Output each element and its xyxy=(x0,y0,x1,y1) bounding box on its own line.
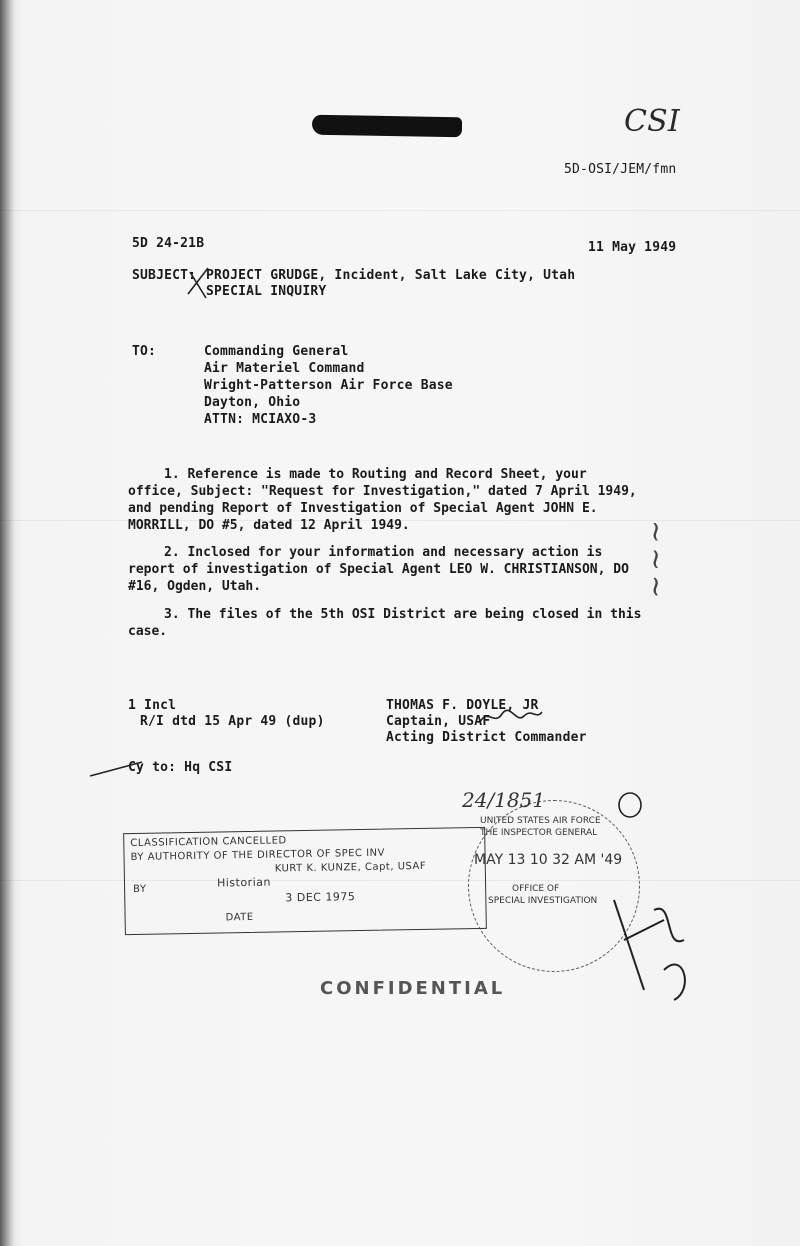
handwritten-check-icon xyxy=(86,758,146,780)
subject-line-1: PROJECT GRUDGE, Incident, Salt Lake City, Utah xyxy=(206,268,576,283)
received-stamp-line-1: UNITED STATES AIR FORCE xyxy=(480,816,601,826)
addressee-line: Dayton, Ohio xyxy=(204,395,301,410)
signer-rank: Captain, USAF xyxy=(386,714,491,729)
paragraph-number: 3. xyxy=(164,607,180,622)
received-stamp-number: 24/1851 xyxy=(462,788,546,812)
addressee-line: Air Materiel Command xyxy=(204,361,365,376)
paragraph-text: Reference is made to Routing and Record Sheet, your office, Subject: "Request for Investigation," dated 7 April 1949, and pending Report of Investigation of Special Agent JOHN E. MORRILL, DO #5, dated 12 April 1949. xyxy=(128,467,637,533)
confidential-stamp: CONFIDENTIAL xyxy=(320,978,506,999)
paragraph-number: 1. xyxy=(164,467,180,482)
subject-line-2: SPECIAL INQUIRY xyxy=(206,284,327,299)
file-reference: 5D-OSI/JEM/fmn xyxy=(564,162,677,177)
enclosure-count: 1 Incl xyxy=(128,698,177,713)
declassification-stamp xyxy=(123,827,487,935)
addressee-line: ATTN: MCIAXO-3 xyxy=(204,412,317,427)
document-date: 11 May 1949 xyxy=(588,240,677,255)
handwritten-mark-icon xyxy=(186,264,212,300)
stamp-by-label: BY xyxy=(133,883,147,896)
redacted-classification xyxy=(312,115,462,138)
paragraph-text: The files of the 5th OSI District are being closed in this case. xyxy=(128,607,642,639)
stamp-line-2: BY AUTHORITY OF THE DIRECTOR OF SPEC INV xyxy=(130,847,386,864)
paragraph-text: Inclosed for your information and necessary action is report of investigation of Special Agent LEO W. CHRISTIANSON, DO #16, Ogden, Utah. xyxy=(128,545,629,594)
received-stamp-line-3: OFFICE OF xyxy=(512,884,560,894)
stamp-date-value: 3 DEC 1975 xyxy=(285,890,356,905)
paragraph-1 xyxy=(128,466,648,534)
handwritten-initials-icon xyxy=(604,880,704,1010)
circled-mark-icon xyxy=(616,790,644,820)
addressee-line: Wright-Patterson Air Force Base xyxy=(204,378,453,393)
paragraph-number: 2. xyxy=(164,545,180,560)
paragraph-2 xyxy=(128,544,648,595)
received-stamp-datetime: MAY 13 10 32 AM '49 xyxy=(474,852,623,868)
copy-to: Cy to: Hq CSI xyxy=(128,760,233,775)
signature-scribble-icon xyxy=(476,704,546,730)
handwritten-number: CSI xyxy=(624,104,680,139)
stamp-authority-name: KURT K. KUNZE, Capt, USAF xyxy=(274,860,427,875)
document-number: 5D 24-21B xyxy=(132,236,205,251)
enclosure-description: R/I dtd 15 Apr 49 (dup) xyxy=(140,714,325,729)
addressee-line: Commanding General xyxy=(204,344,349,359)
stamp-by-title: Historian xyxy=(216,875,272,890)
paragraph-3 xyxy=(128,606,648,640)
to-label: TO: xyxy=(132,344,157,359)
received-stamp-line-2: THE INSPECTOR GENERAL xyxy=(480,828,598,838)
subject-label: SUBJECT: xyxy=(132,268,197,283)
stamp-date-label: DATE xyxy=(225,911,254,924)
received-stamp-line-4: SPECIAL INVESTIGATION xyxy=(488,896,598,906)
stamp-line-1: CLASSIFICATION CANCELLED xyxy=(130,835,287,850)
margin-handwriting: ~~~ xyxy=(640,520,673,603)
signer-title: Acting District Commander xyxy=(386,730,587,745)
signer-name: THOMAS F. DOYLE, JR xyxy=(386,698,539,713)
